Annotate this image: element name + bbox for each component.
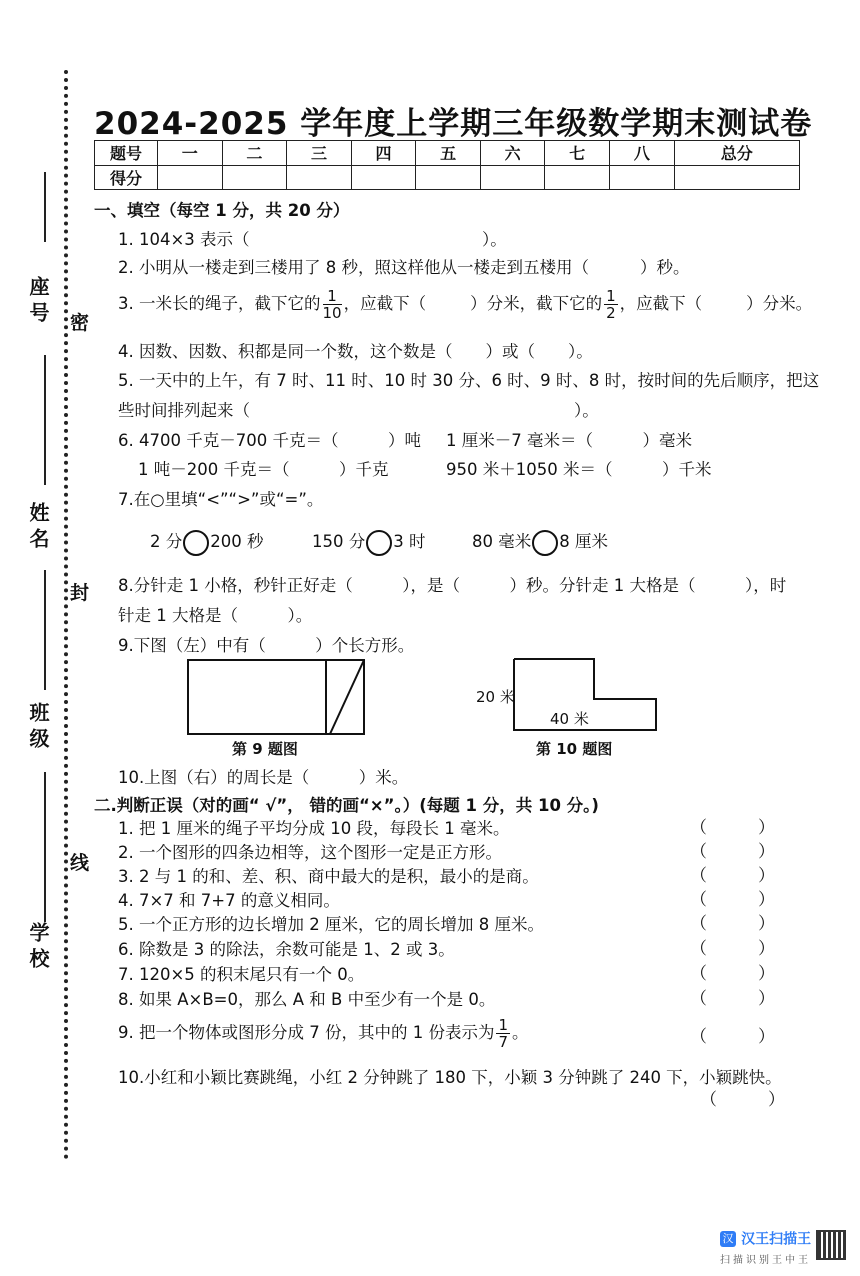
- section1-heading: 一、填空（每空 1 分，共 20 分）: [94, 201, 350, 220]
- exam-title: 2024-2025 学年度上学期三年级数学期末测试卷: [94, 106, 813, 142]
- answer-paren[interactable]: （ ）: [690, 818, 775, 838]
- class-line: [44, 570, 46, 690]
- question-1-end: ）。: [482, 230, 507, 249]
- question-4: 4. 因数、因数、积都是同一个数，这个数是（ ）或（ ）。: [118, 342, 593, 361]
- score-table: [94, 140, 800, 190]
- question-5-line2: 些时间排列起来（: [118, 401, 250, 420]
- compare-left: 2 分: [150, 532, 183, 551]
- score-cell: 七: [545, 141, 610, 166]
- question-5-end: ）。: [574, 401, 599, 420]
- judge-item-4: 4. 7×7 和 7+7 的意义相同。: [118, 891, 340, 910]
- school-label: 学校: [26, 922, 50, 974]
- answer-paren[interactable]: （ ）: [700, 1090, 785, 1110]
- fraction-denominator: 7: [498, 1033, 509, 1051]
- qr-code-icon: [816, 1230, 846, 1260]
- judge-item-3: 3. 2 与 1 的和、差、积、商中最大的是积，最小的是商。: [118, 867, 539, 886]
- compare-circle[interactable]: [183, 530, 209, 556]
- question-9: 9.下图（左）中有（ ）个长方形。: [118, 636, 415, 655]
- answer-paren[interactable]: （ ）: [690, 1027, 775, 1047]
- compare-left: 80 毫米: [472, 532, 532, 551]
- fraction-numerator: 1: [606, 287, 616, 305]
- fraction-denominator: 10: [322, 304, 342, 322]
- seat-number-label: 座号: [26, 276, 50, 328]
- fraction-numerator: 1: [323, 288, 342, 305]
- question-3-part-b: ，应截下（: [343, 294, 427, 313]
- name-label: 姓名: [26, 502, 50, 554]
- judge-item-7: 7. 120×5 的积末尾只有一个 0。: [118, 965, 365, 984]
- score-cell: 三: [287, 141, 352, 166]
- compare-right: 3 时: [393, 532, 426, 551]
- score-input-cell[interactable]: [610, 165, 675, 190]
- score-input-cell[interactable]: [222, 165, 287, 190]
- scanner-brand-name: 汉王扫描王: [741, 1231, 812, 1248]
- class-label: 班级: [26, 702, 50, 754]
- fraction-one-half: [604, 288, 618, 321]
- score-input-cell[interactable]: [416, 165, 481, 190]
- figure-10-caption: 第 10 题图: [536, 740, 613, 758]
- score-input-cell[interactable]: [351, 165, 416, 190]
- score-cell: 总分: [674, 141, 799, 166]
- question-2: 2. 小明从一楼走到三楼用了 8 秒，照这样他从一楼走到五楼用（: [118, 258, 589, 277]
- question-6c: 1 吨－200 千克＝（ ）千克: [138, 460, 389, 479]
- judge-item-10: 10.小红和小颖比赛跳绳，小红 2 分钟跳了 180 下，小颖 3 分钟跳了 240 下，小颖跳快。: [118, 1068, 782, 1087]
- score-cell: 二: [222, 141, 287, 166]
- fraction-one-tenth: [323, 288, 342, 321]
- answer-paren[interactable]: （ ）: [690, 939, 775, 959]
- binding-dotted-line: [64, 70, 68, 1160]
- scanner-logo-icon: 汉: [720, 1231, 736, 1247]
- question-3: [118, 288, 812, 321]
- seal-word-xian: 线: [70, 848, 89, 875]
- score-input-cell[interactable]: [545, 165, 610, 190]
- fraction-denominator: 2: [606, 304, 616, 322]
- question-3-part-e: ）分米。: [746, 294, 813, 313]
- judge-item-1: 1. 把 1 厘米的绳子平均分成 10 段，每段长 1 毫米。: [118, 819, 510, 838]
- compare-right: 200 秒: [210, 532, 264, 551]
- judge-item-5: 5. 一个正方形的边长增加 2 厘米，它的周长增加 8 厘米。: [118, 915, 544, 934]
- figure-9-caption: 第 9 题图: [232, 740, 298, 758]
- score-cell: 一: [158, 141, 223, 166]
- question-7: 7.在○里填“<”“>”或“=”。: [118, 490, 324, 509]
- compare-right: 8 厘米: [559, 532, 608, 551]
- question-2-end: ）秒。: [640, 258, 690, 277]
- question-3-part-a: 3. 一米长的绳子，截下它的: [118, 294, 321, 313]
- score-cell: 五: [416, 141, 481, 166]
- seal-word-mi: 密: [70, 308, 89, 335]
- score-cell: 得分: [95, 165, 158, 190]
- answer-paren[interactable]: （ ）: [690, 890, 775, 910]
- seat-number-line: [44, 172, 46, 242]
- school-line: [44, 772, 46, 922]
- scanner-watermark: [720, 1228, 811, 1266]
- judge-item-2: 2. 一个图形的四条边相等，这个图形一定是正方形。: [118, 843, 502, 862]
- figure-9-rectangles: [186, 658, 368, 738]
- compare-item-3: [472, 528, 608, 556]
- judge-item-9-text: 9. 把一个物体或图形分成 7 份，其中的 1 份表示为: [118, 1023, 495, 1042]
- score-input-cell[interactable]: [158, 165, 223, 190]
- compare-circle[interactable]: [366, 530, 392, 556]
- answer-paren[interactable]: （ ）: [690, 989, 775, 1009]
- judge-item-8: 8. 如果 A×B=0，那么 A 和 B 中至少有一个是 0。: [118, 990, 496, 1009]
- fraction-numerator: 1: [498, 1016, 509, 1034]
- answer-paren[interactable]: （ ）: [690, 964, 775, 984]
- figure-10-height-label: 20 米: [476, 688, 515, 706]
- compare-item-2: [312, 528, 426, 556]
- scanner-slogan: 扫描识别王中王: [720, 1254, 811, 1266]
- question-6b: 1 厘米－7 毫米＝（ ）毫米: [446, 431, 692, 450]
- judge-item-9-end: 。: [512, 1023, 529, 1042]
- score-input-cell[interactable]: [480, 165, 545, 190]
- question-10: 10.上图（右）的周长是（ ）米。: [118, 768, 409, 787]
- question-6a: 6. 4700 千克－700 千克＝（ ）吨: [118, 431, 421, 450]
- score-input-cell[interactable]: [287, 165, 352, 190]
- score-cell: 八: [610, 141, 675, 166]
- score-cell: 四: [351, 141, 416, 166]
- compare-item-1: [150, 528, 264, 556]
- section2-heading: 二.判断正误（对的画“ √”， 错的画“×”。）(每题 1 分，共 10 分。): [94, 796, 599, 815]
- fraction-one-seventh: [496, 1017, 510, 1050]
- question-5-line1: 5. 一天中的上午，有 7 时、11 时、10 时 30 分、6 时、9 时、8 时，按时间的先后顺序，把这: [118, 371, 820, 390]
- question-8-line2: 针走 1 大格是（ ）。: [118, 606, 313, 625]
- seal-word-feng: 封: [70, 578, 89, 605]
- compare-circle[interactable]: [532, 530, 558, 556]
- answer-paren[interactable]: （ ）: [690, 866, 775, 886]
- judge-item-6: 6. 除数是 3 的除法，余数可能是 1、2 或 3。: [118, 940, 455, 959]
- name-line: [44, 355, 46, 485]
- compare-left: 150 分: [312, 532, 366, 551]
- figure-10-width-label: 40 米: [550, 710, 589, 728]
- score-table-header-row: [95, 141, 800, 166]
- question-3-part-c: ）分米，截下它的: [470, 294, 603, 313]
- answer-paren[interactable]: （ ）: [690, 842, 775, 862]
- question-1: 1. 104×3 表示（: [118, 230, 250, 249]
- score-input-cell[interactable]: [674, 165, 799, 190]
- question-6d: 950 米＋1050 米＝（ ）千米: [446, 460, 712, 479]
- answer-paren[interactable]: （ ）: [690, 914, 775, 934]
- score-table-score-row: [95, 165, 800, 190]
- question-3-part-d: ，应截下（: [619, 294, 703, 313]
- judge-item-9: [118, 1017, 529, 1050]
- score-cell: 六: [480, 141, 545, 166]
- score-cell: 题号: [95, 141, 158, 166]
- question-8-line1: 8.分针走 1 小格，秒针正好走（ ），是（ ）秒。分针走 1 大格是（ ），时: [118, 576, 787, 595]
